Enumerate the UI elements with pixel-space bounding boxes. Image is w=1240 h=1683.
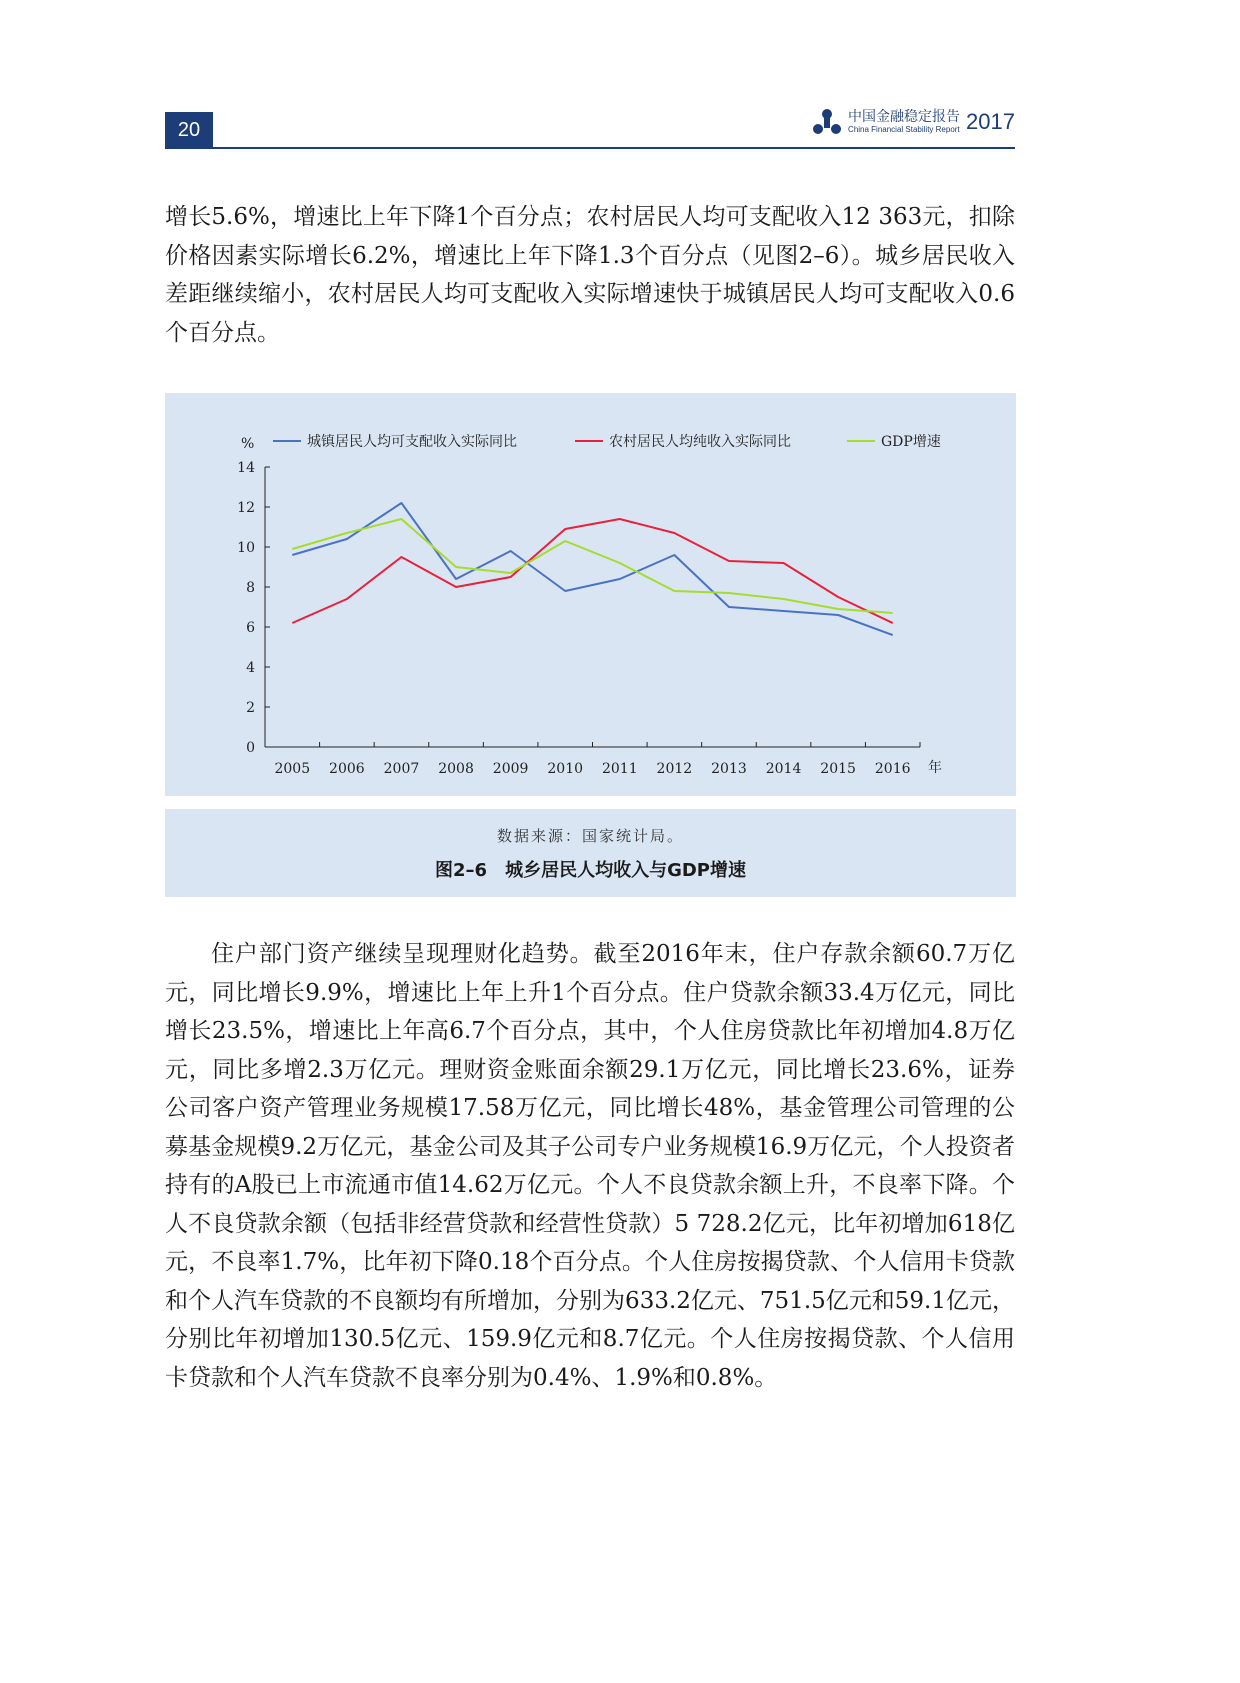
x-tick-label: 2013 <box>711 761 747 777</box>
page-number: 20 <box>165 112 213 148</box>
x-tick-label: 2010 <box>547 761 584 777</box>
x-tick-label: 2016 <box>874 761 911 777</box>
x-tick-label: 2009 <box>492 761 529 777</box>
y-tick-label: 10 <box>237 540 255 556</box>
pbc-logo-icon <box>812 108 842 136</box>
x-tick-label: 2014 <box>765 761 802 777</box>
y-axis-unit: % <box>241 436 255 452</box>
paragraph-household-assets: 住户部门资产继续呈现理财化趋势。截至2016年末，住户存款余额60.7万亿元，同比增长9.9%，增速比上年上升1个百分点。住户贷款余额33.4万亿元，同比增长23.5%，增速比上年高6.7个百分点，其中，个人住房贷款比年初增加4.8万亿元，同比多增2.3万亿元。理财资金账面余额29.1万亿元，同比增长23.6%，证券公司客户资产管理业务规模17.58万亿元，同比增长48%，基金管理公司管理的公募基金规模9.2万亿元，基金公司及其子公司专户业务规模16.9万亿元，个人投资者持有的A股已上市流通市值14.62万亿元。个人不良贷款余额上升，不良率下降。个人不良贷款余额（包括非经营贷款和经营性贷款）5 728.2亿元，比年初增加618亿元，不良率1.7%，比年初下降0.18个百分点。个人住房按揭贷款、个人信用卡贷款和个人汽车贷款的不良额均有所增加，分别为633.2亿元、751.5亿元和59.1亿元，分别比年初增加130.5亿元、159.9亿元和8.7亿元。个人住房按揭贷款、个人信用卡贷款和个人汽车贷款不良率分别为0.4%、1.9%和0.8%。 <box>165 941 1015 1391</box>
legend-label-1: 城镇居民人均可支配收入实际同比 <box>307 434 517 450</box>
y-tick-label: 12 <box>237 500 255 516</box>
y-tick-label: 14 <box>237 460 255 476</box>
series-line-1 <box>292 503 892 635</box>
legend-label-3: GDP增速 <box>881 434 941 450</box>
x-tick-label: 2007 <box>383 761 420 777</box>
y-tick-label: 8 <box>246 580 255 596</box>
y-tick-label: 4 <box>246 660 255 676</box>
x-tick-label: 2012 <box>656 761 693 777</box>
x-axis-unit: 年 <box>928 760 942 776</box>
figure-caption <box>165 809 1016 897</box>
legend-label-2: 农村居民人均纯收入实际同比 <box>609 434 791 450</box>
x-tick-label: 2008 <box>438 761 474 777</box>
y-tick-label: 6 <box>246 620 255 636</box>
paragraph-income: 增长5.6%，增速比上年下降1个百分点；农村居民人均可支配收入12 363元，扣除价格因素实际增长6.2%，增速比上年下降1.3个百分点（见图2–6）。城乡居民收入差距继续缩小，农村居民人均可支配收入实际增速快于城镇居民人均可支配收入0.6个百分点。 <box>165 204 1015 346</box>
x-tick-label: 2005 <box>274 761 311 777</box>
x-tick-label: 2015 <box>820 761 856 777</box>
y-tick-label: 2 <box>246 700 255 716</box>
figure-title: 图2–6 城乡居民人均收入与GDP增速 <box>435 860 746 881</box>
income-gdp-line-chart <box>165 393 1016 796</box>
brand-year: 2017 <box>966 109 1015 134</box>
brand-title-en: China Financial Stability Report <box>848 125 960 134</box>
brand-title-cn: 中国金融稳定报告 <box>848 109 961 125</box>
x-tick-label: 2006 <box>329 761 365 777</box>
x-tick-label: 2011 <box>601 761 638 777</box>
header-brand <box>812 108 1015 136</box>
y-tick-label: 0 <box>246 740 255 756</box>
series-line-3 <box>292 519 892 613</box>
header-rule <box>165 147 1015 149</box>
figure-source: 数据来源：国家统计局。 <box>496 827 684 845</box>
chart-panel <box>165 393 1016 796</box>
series-line-2 <box>292 519 892 623</box>
